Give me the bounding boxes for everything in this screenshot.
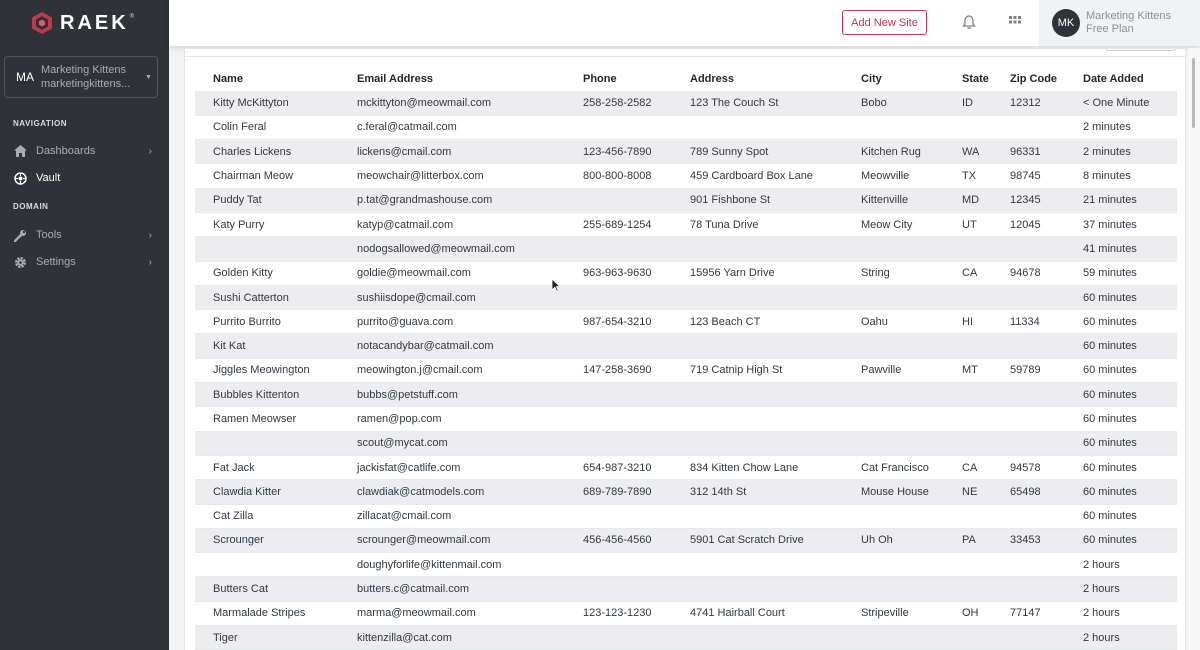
cell-zip (992, 334, 1065, 358)
cell-city: Uh Oh (843, 528, 944, 552)
cell-email: meowington.j@cmail.com (339, 358, 565, 382)
nav-section-domain: DOMAIN (13, 202, 49, 211)
cell-address: 15956 Yarn Drive (672, 261, 843, 285)
cell-state (944, 285, 992, 309)
cell-email: scout@mycat.com (339, 431, 565, 455)
cell-address: 834 Kitten Chow Lane (672, 455, 843, 479)
cell-state: TX (944, 164, 992, 188)
cell-name: Chairman Meow (195, 164, 339, 188)
cell-date-added: 59 minutes (1065, 261, 1177, 285)
table-row[interactable] (195, 431, 1177, 455)
cell-email: jackisfat@catlife.com (339, 455, 565, 479)
cell-state (944, 115, 992, 139)
cell-phone (565, 237, 672, 261)
cell-zip: 12312 (992, 91, 1065, 115)
contacts-table (195, 67, 1177, 650)
account-menu[interactable] (1039, 0, 1200, 46)
sidebar-item-dashboards[interactable] (12, 142, 152, 160)
cell-phone: 147-258-3690 (565, 358, 672, 382)
cell-zip: 96331 (992, 140, 1065, 164)
cell-state (944, 334, 992, 358)
cell-city: Pawville (843, 358, 944, 382)
cell-city (843, 115, 944, 139)
brand-logo[interactable] (30, 10, 134, 36)
cell-address (672, 626, 843, 650)
cell-state (944, 504, 992, 528)
cell-zip: 59789 (992, 358, 1065, 382)
page-scrollbar[interactable] (1188, 48, 1200, 650)
cell-zip (992, 285, 1065, 309)
table-row[interactable] (195, 577, 1177, 601)
cell-address: 459 Cardboard Box Lane (672, 164, 843, 188)
table-row[interactable] (195, 626, 1177, 650)
cell-date-added: 41 minutes (1065, 237, 1177, 261)
cell-address (672, 115, 843, 139)
cell-email: p.tat@grandmashouse.com (339, 188, 565, 212)
table-row[interactable] (195, 91, 1177, 115)
workspace-initials: MA (16, 70, 34, 84)
sidebar-item-label: Dashboards (36, 145, 96, 157)
column-header-address[interactable]: Address (690, 73, 735, 85)
table-row[interactable] (195, 212, 1177, 236)
cell-date-added: 60 minutes (1065, 285, 1177, 309)
cell-phone: 654-987-3210 (565, 455, 672, 479)
table-row[interactable] (195, 164, 1177, 188)
cell-email: kittenzilla@cat.com (339, 626, 565, 650)
table-body (195, 91, 1177, 650)
cell-address (672, 237, 843, 261)
cell-state (944, 577, 992, 601)
cell-state: NE (944, 480, 992, 504)
vault-table-card (184, 48, 1186, 650)
cell-name: Ramen Meowser (195, 407, 339, 431)
cell-address: 5901 Cat Scratch Drive (672, 528, 843, 552)
cell-city (843, 237, 944, 261)
table-row[interactable] (195, 601, 1177, 625)
cell-address: 123 Beach CT (672, 310, 843, 334)
cell-phone: 258-258-2582 (565, 91, 672, 115)
cell-date-added: 21 minutes (1065, 188, 1177, 212)
table-row[interactable] (195, 140, 1177, 164)
raek-logo-icon (30, 11, 54, 35)
cell-name: Tiger (195, 626, 339, 650)
cell-address: 719 Catnip High St (672, 358, 843, 382)
cell-zip (992, 431, 1065, 455)
cell-name: Scrounger (195, 528, 339, 552)
cell-phone: 963-963-9630 (565, 261, 672, 285)
cell-email: mckittyton@meowmail.com (339, 91, 565, 115)
table-row[interactable] (195, 285, 1177, 309)
top-header (169, 0, 1200, 46)
vault-icon (12, 171, 28, 185)
apps-grid-icon[interactable] (1009, 16, 1021, 28)
cell-name: Fat Jack (195, 455, 339, 479)
cell-date-added: 60 minutes (1065, 455, 1177, 479)
sidebar-item-label: Settings (36, 256, 76, 268)
table-row[interactable] (195, 528, 1177, 552)
cell-email: nodogsallowed@meowmail.com (339, 237, 565, 261)
cell-zip: 65498 (992, 480, 1065, 504)
cell-city (843, 285, 944, 309)
chevron-right-icon: › (148, 256, 152, 268)
chevron-right-icon: › (148, 229, 152, 241)
cell-address: 901 Fishbone St (672, 188, 843, 212)
workspace-email: marketingkittens... (41, 78, 131, 90)
cell-zip: 94578 (992, 455, 1065, 479)
cell-email: marma@meowmail.com (339, 601, 565, 625)
cell-city: String (843, 261, 944, 285)
table-row[interactable] (195, 383, 1177, 407)
cell-address: 78 Tuna Drive (672, 212, 843, 236)
cell-city: Kitchen Rug (843, 140, 944, 164)
table-row[interactable] (195, 553, 1177, 577)
cell-city (843, 553, 944, 577)
cell-city: Cat Francisco (843, 455, 944, 479)
cell-city: Mouse House (843, 480, 944, 504)
cell-city: Oahu (843, 310, 944, 334)
cell-name (195, 237, 339, 261)
cell-phone (565, 626, 672, 650)
table-row[interactable] (195, 310, 1177, 334)
cell-address (672, 553, 843, 577)
column-header-name[interactable]: Name (213, 73, 243, 85)
cell-name: Sushi Catterton (195, 285, 339, 309)
cell-email: doughyforlife@kittenmail.com (339, 553, 565, 577)
cell-zip (992, 383, 1065, 407)
cell-email: meowchair@litterbox.com (339, 164, 565, 188)
cell-name: Puddy Tat (195, 188, 339, 212)
sidebar-item-label: Vault (36, 172, 61, 184)
gear-icon (12, 255, 28, 269)
cell-city (843, 626, 944, 650)
cell-state (944, 431, 992, 455)
cell-email: ramen@pop.com (339, 407, 565, 431)
cell-zip (992, 553, 1065, 577)
cell-date-added: < One Minute (1065, 91, 1177, 115)
cell-city: Meow City (843, 212, 944, 236)
cell-phone: 987-654-3210 (565, 310, 672, 334)
table-row[interactable] (195, 407, 1177, 431)
cell-name: Katy Purry (195, 212, 339, 236)
cell-email: clawdiak@catmodels.com (339, 480, 565, 504)
cell-email: zillacat@cmail.com (339, 504, 565, 528)
cell-date-added: 2 hours (1065, 553, 1177, 577)
bell-icon[interactable] (961, 14, 977, 30)
cell-city (843, 334, 944, 358)
cell-zip (992, 577, 1065, 601)
cell-date-added: 8 minutes (1065, 164, 1177, 188)
cell-email: c.feral@catmail.com (339, 115, 565, 139)
table-row[interactable] (195, 115, 1177, 139)
cell-phone (565, 504, 672, 528)
cell-zip (992, 504, 1065, 528)
cell-phone: 123-123-1230 (565, 601, 672, 625)
cell-date-added: 60 minutes (1065, 504, 1177, 528)
cell-address (672, 334, 843, 358)
cell-city (843, 504, 944, 528)
cell-state: MT (944, 358, 992, 382)
cell-phone (565, 577, 672, 601)
nav-section-navigation: NAVIGATION (13, 119, 68, 128)
cell-phone (565, 334, 672, 358)
sidebar-item-label: Tools (36, 229, 62, 241)
account-plan: Free Plan (1086, 23, 1134, 35)
cell-state (944, 553, 992, 577)
cell-email: lickens@cmail.com (339, 140, 565, 164)
cell-state: CA (944, 261, 992, 285)
cell-zip: 98745 (992, 164, 1065, 188)
cell-state (944, 407, 992, 431)
cell-email: scrounger@meowmail.com (339, 528, 565, 552)
cell-date-added: 2 hours (1065, 601, 1177, 625)
cell-email: butters.c@catmail.com (339, 577, 565, 601)
cell-state (944, 626, 992, 650)
caret-down-icon: ▼ (145, 73, 152, 81)
table-row[interactable] (195, 455, 1177, 479)
cell-address: 789 Sunny Spot (672, 140, 843, 164)
column-header-date-added[interactable]: Date Added (1083, 73, 1144, 85)
sidebar-item-vault[interactable] (12, 169, 152, 187)
brand-name: RAEK (60, 11, 129, 34)
cell-address (672, 383, 843, 407)
chevron-right-icon: › (148, 145, 152, 157)
cell-address (672, 504, 843, 528)
cell-name: Golden Kitty (195, 261, 339, 285)
cell-email: sushiisdope@cmail.com (339, 285, 565, 309)
cell-phone (565, 553, 672, 577)
cell-address: 123 The Couch St (672, 91, 843, 115)
cell-date-added: 2 minutes (1065, 140, 1177, 164)
cell-state (944, 383, 992, 407)
sidebar-item-tools[interactable] (12, 226, 152, 244)
workspace-name: Marketing Kittens (41, 64, 126, 76)
cell-state: PA (944, 528, 992, 552)
cell-phone (565, 407, 672, 431)
cell-date-added: 60 minutes (1065, 383, 1177, 407)
sidebar-item-settings[interactable] (12, 253, 152, 271)
cell-phone: 123-456-7890 (565, 140, 672, 164)
column-header-city[interactable]: City (861, 73, 882, 85)
cell-state: MD (944, 188, 992, 212)
cell-state: ID (944, 91, 992, 115)
cell-address (672, 407, 843, 431)
scrollbar-thumb[interactable] (1192, 58, 1195, 128)
cell-phone: 255-689-1254 (565, 212, 672, 236)
cell-state: WA (944, 140, 992, 164)
cell-city (843, 431, 944, 455)
account-name: Marketing Kittens (1086, 10, 1171, 22)
wrench-icon (12, 228, 28, 242)
cell-date-added: 60 minutes (1065, 310, 1177, 334)
cell-address (672, 285, 843, 309)
cell-state: HI (944, 310, 992, 334)
cell-date-added: 2 hours (1065, 577, 1177, 601)
cell-name (195, 431, 339, 455)
cell-date-added: 2 hours (1065, 626, 1177, 650)
column-header-email[interactable]: Email Address (357, 73, 434, 85)
add-new-site-button[interactable]: Add New Site (842, 10, 927, 35)
cell-name: Kitty McKittyton (195, 91, 339, 115)
cell-date-added: 60 minutes (1065, 334, 1177, 358)
cell-city: Kittenville (843, 188, 944, 212)
cell-city: Stripeville (843, 601, 944, 625)
cell-date-added: 60 minutes (1065, 407, 1177, 431)
cell-name: Cat Zilla (195, 504, 339, 528)
cell-email: katyp@catmail.com (339, 212, 565, 236)
cell-zip (992, 407, 1065, 431)
cell-phone (565, 431, 672, 455)
cell-address: 4741 Hairball Court (672, 601, 843, 625)
cell-city: Bobo (843, 91, 944, 115)
column-header-state[interactable]: State (962, 73, 989, 85)
partial-button[interactable] (1105, 48, 1177, 51)
cell-state (944, 237, 992, 261)
cell-zip: 12345 (992, 188, 1065, 212)
table-row[interactable] (195, 504, 1177, 528)
cell-date-added: 60 minutes (1065, 431, 1177, 455)
trademark-symbol: ® (129, 14, 135, 20)
cell-phone (565, 188, 672, 212)
cell-email: notacandybar@catmail.com (339, 334, 565, 358)
cell-phone: 456-456-4560 (565, 528, 672, 552)
cell-email: bubbs@petstuff.com (339, 383, 565, 407)
table-row[interactable] (195, 261, 1177, 285)
home-icon (12, 144, 28, 158)
cell-name: Butters Cat (195, 577, 339, 601)
cell-phone (565, 115, 672, 139)
mouse-cursor-icon (551, 278, 561, 292)
cell-zip (992, 237, 1065, 261)
cell-name: Marmalade Stripes (195, 601, 339, 625)
cell-email: goldie@meowmail.com (339, 261, 565, 285)
cell-zip (992, 115, 1065, 139)
column-header-zip[interactable]: Zip Code (1010, 73, 1058, 85)
cell-zip: 94678 (992, 261, 1065, 285)
cell-state: UT (944, 212, 992, 236)
cell-date-added: 37 minutes (1065, 212, 1177, 236)
cell-email: purrito@guava.com (339, 310, 565, 334)
cell-name: Purrito Burrito (195, 310, 339, 334)
cell-name: Kit Kat (195, 334, 339, 358)
cell-date-added: 60 minutes (1065, 480, 1177, 504)
table-row[interactable] (195, 237, 1177, 261)
cell-phone: 689-789-7890 (565, 480, 672, 504)
cell-zip: 12045 (992, 212, 1065, 236)
table-row[interactable] (195, 480, 1177, 504)
cell-address (672, 431, 843, 455)
cell-zip: 77147 (992, 601, 1065, 625)
cell-name: Jiggles Meowington (195, 358, 339, 382)
cell-name (195, 553, 339, 577)
cell-date-added: 60 minutes (1065, 528, 1177, 552)
cell-phone (565, 383, 672, 407)
table-row[interactable] (195, 188, 1177, 212)
cell-city (843, 407, 944, 431)
table-header-row (195, 67, 1177, 91)
cell-address (672, 577, 843, 601)
cell-zip (992, 626, 1065, 650)
cell-city (843, 577, 944, 601)
cell-address: 312 14th St (672, 480, 843, 504)
cell-name: Charles Lickens (195, 140, 339, 164)
cell-date-added: 2 minutes (1065, 115, 1177, 139)
cell-phone: 800-800-8008 (565, 164, 672, 188)
cell-state: OH (944, 601, 992, 625)
table-row[interactable] (195, 334, 1177, 358)
cell-name: Colin Feral (195, 115, 339, 139)
cell-zip: 11334 (992, 310, 1065, 334)
avatar: MK (1052, 9, 1080, 37)
cell-state: CA (944, 455, 992, 479)
card-divider (185, 49, 1185, 57)
cell-date-added: 60 minutes (1065, 358, 1177, 382)
workspace-switcher[interactable] (4, 56, 158, 98)
cell-name: Clawdia Kitter (195, 480, 339, 504)
cell-name: Bubbles Kittenton (195, 383, 339, 407)
cell-phone (565, 285, 672, 309)
cell-zip: 33453 (992, 528, 1065, 552)
table-row[interactable] (195, 358, 1177, 382)
sidebar (0, 0, 169, 650)
cell-city: Meowville (843, 164, 944, 188)
column-header-phone[interactable]: Phone (583, 73, 617, 85)
cell-city (843, 383, 944, 407)
